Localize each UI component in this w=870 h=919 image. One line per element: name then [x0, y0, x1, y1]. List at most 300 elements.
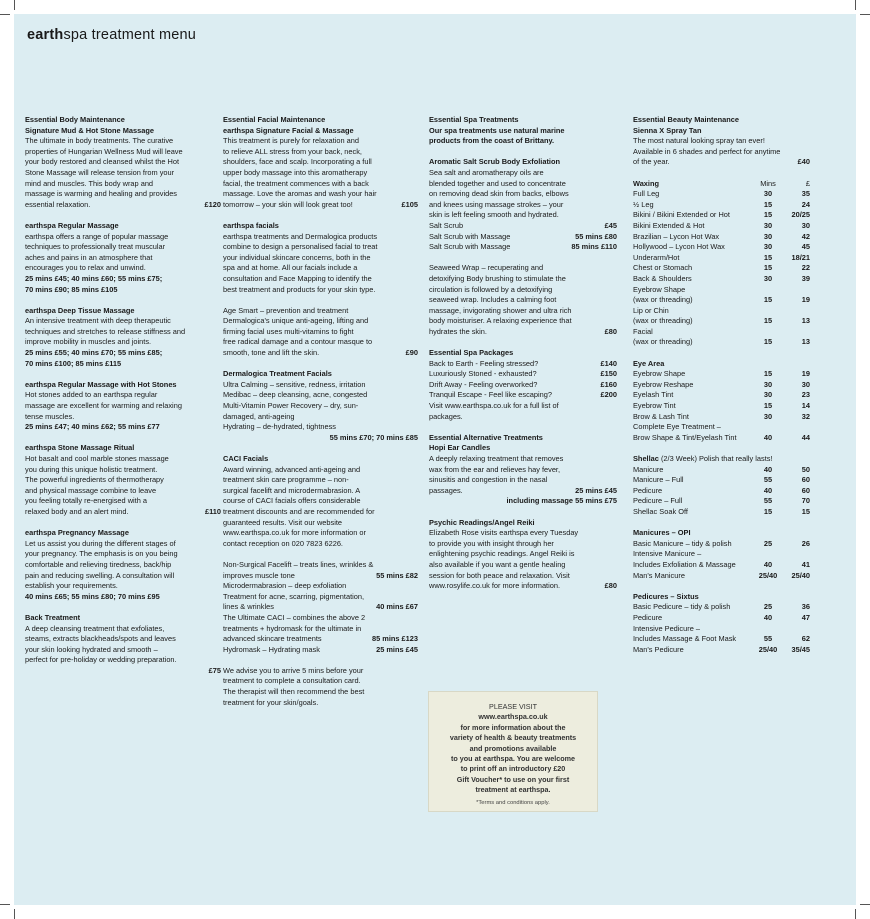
promo-line: and promotions available	[469, 743, 557, 753]
treatment-name: Underarm/Hot	[633, 252, 680, 262]
treatment-price: 13	[801, 337, 810, 347]
treatment-title: Our spa treatments use natural marine	[429, 125, 565, 135]
treatment-name: Man's Manicure	[633, 570, 685, 580]
treatment-name: (wax or threading)	[633, 337, 693, 347]
treatment-title: Sienna X Spray Tan	[633, 125, 702, 135]
description-line: damaged, anti-ageing	[223, 411, 295, 421]
description-line: treatment skin care programme – non-	[223, 475, 349, 485]
price-row	[25, 200, 221, 211]
promo-line: Gift Voucher* to use on your first	[456, 774, 570, 784]
description-line: The most natural looking spray tan ever!	[633, 136, 765, 146]
description-line: Hydrating – de-hydrated, tightness	[223, 422, 336, 432]
spacer	[633, 168, 810, 179]
price-row	[223, 200, 418, 211]
price-line: 40 mins £65; 55 mins £80; 70 mins £95	[25, 591, 160, 601]
treatment-name: Eyebrow Shape	[633, 284, 686, 294]
price-table-row	[633, 539, 810, 550]
treatment-mins: 15	[763, 369, 773, 379]
description-line: comfortable and relieving tiredness, back/hip	[25, 559, 172, 569]
treatment-price	[780, 306, 810, 317]
price-row	[223, 634, 418, 645]
description-line: massage is warming and healing and provides	[25, 189, 178, 199]
item-label: Back to Earth - Feeling stressed?	[429, 358, 539, 368]
item-label: essential relaxation.	[25, 199, 91, 209]
treatment-price: 47	[801, 612, 810, 622]
description-line: Hot stones added to an earthspa regular	[25, 390, 158, 400]
spacer	[429, 337, 617, 348]
spacer	[25, 433, 221, 444]
treatment-price: 42	[801, 231, 810, 241]
item-price: £45	[604, 220, 617, 230]
treatment-mins: 15	[763, 337, 773, 347]
description-line: aches and pains in an atmosphere that	[25, 252, 153, 262]
description-line: Available in 6 shades and perfect for anytime	[633, 146, 781, 156]
description-line: to relieve ALL stress from your back, neck,	[223, 146, 362, 156]
spacer	[25, 518, 221, 529]
description-line: perfect for pre-holiday or wedding preparation.	[25, 655, 177, 665]
spacer	[633, 443, 810, 454]
promo-line: PLEASE VISIT	[489, 702, 537, 711]
price-table-row	[633, 232, 810, 243]
item-label: www.rosylife.co.uk for more information.	[429, 581, 561, 591]
treatment-mins	[756, 306, 780, 317]
price-row	[429, 327, 617, 338]
item-label: hydrates the skin.	[429, 326, 487, 336]
item-label: Drift Away - Feeling overworked?	[429, 379, 538, 389]
price-table-row	[633, 242, 810, 253]
treatment-title: Psychic Readings/Angel Reiki	[429, 517, 535, 527]
price-table-row	[633, 422, 810, 433]
description-line: pain and reducing swelling. A consultation will	[25, 570, 175, 580]
treatment-name: Bikini / Bikini Extended or Hot	[633, 210, 730, 220]
price-table-row	[633, 316, 810, 327]
spacer	[223, 655, 418, 666]
description-line: on removing dead skin from backs, elbows	[429, 189, 569, 199]
treatment-mins: 30	[763, 411, 773, 421]
treatment-name: (wax or threading)	[633, 295, 693, 305]
treatment-name: Full Leg	[633, 189, 660, 199]
item-label: lines & wrinkles	[223, 602, 274, 612]
treatment-price: 13	[801, 316, 810, 326]
price-table-header	[633, 179, 810, 190]
price-row	[429, 390, 617, 401]
description-line: spa and at home. All our facials include a	[223, 263, 358, 273]
price-table-row	[633, 602, 810, 613]
treatment-mins: 25	[763, 538, 773, 548]
description-line: detoxifying Body brushing to stimulate the	[429, 273, 566, 283]
crop-mark	[0, 904, 10, 905]
price-table-row	[633, 285, 810, 296]
treatment-name: Eyelash Tint	[633, 390, 674, 400]
description-line: circulation is followed by a detoxifying	[429, 284, 553, 294]
item-price: 55 mins £80	[575, 231, 617, 241]
description-line: consultation and Face Mapping to identify the	[223, 273, 372, 283]
description-line: earthspa offers a range of popular massage	[25, 231, 169, 241]
treatment-price: 41	[801, 559, 810, 569]
description-line: improve mobility in muscles and joints.	[25, 337, 152, 347]
description-line: shoulders, face and scalp. Incorporating a full	[223, 157, 372, 167]
description-line: surgical facelift and microdermabrasion. A	[223, 485, 361, 495]
spacer	[429, 253, 617, 264]
description-line: Dermalogica's unique anti-ageing, lifting and	[223, 316, 369, 326]
description-line: Seaweed Wrap – recuperating and	[429, 263, 544, 273]
treatment-mins: 15	[763, 506, 773, 516]
description-line: massage, invigorating shower and ultra rich	[429, 305, 572, 315]
description-line: Let us assist you during the different stages of	[25, 538, 176, 548]
description-line: your individual skincare concerns, both in the	[223, 252, 371, 262]
price-table-row	[633, 295, 810, 306]
item-label: passages.	[429, 485, 463, 495]
mins-heading: Mins	[760, 178, 776, 188]
crop-mark	[855, 909, 856, 919]
item-label: tomorrow – your skin will look great too!	[223, 199, 353, 209]
item-price: 40 mins £67	[376, 602, 418, 612]
price-table-row	[633, 624, 810, 635]
treatment-title	[633, 454, 810, 465]
description-line: and physical massage combine to leave	[25, 485, 157, 495]
price-table-row	[633, 433, 810, 444]
item-label: Non-Surgical Facelift – treats lines, wrinkles &	[223, 559, 374, 569]
treatment-price: 70	[801, 496, 810, 506]
description-line: earthspa treatments and Dermalogica products	[223, 231, 378, 241]
treatment-mins: 15	[763, 210, 773, 220]
price-table-row	[633, 401, 810, 412]
treatment-title: earthspa Regular Massage with Hot Stones	[25, 379, 177, 389]
description-line: The powerful ingredients of thermotherapy	[25, 475, 164, 485]
spacer	[25, 369, 221, 380]
treatment-mins: 30	[763, 220, 773, 230]
price-table-row	[633, 337, 810, 348]
spacer	[633, 581, 810, 592]
item-label: Tranquil Escape - Feel like escaping?	[429, 390, 552, 400]
treatment-price: 32	[801, 411, 810, 421]
section-heading: Essential Body Maintenance	[25, 115, 125, 124]
item-label: relaxed body and an alert mind.	[25, 506, 129, 516]
description-line: your pregnancy. The emphasis is on you being	[25, 549, 178, 559]
treatment-title: Essential Spa Packages	[429, 348, 514, 358]
treatment-name: Complete Eye Treatment –	[633, 422, 721, 432]
treatment-mins	[756, 624, 780, 635]
item-label: improves muscle tone	[223, 570, 295, 580]
description-line: techniques to professionally treat muscular	[25, 242, 166, 252]
item-price: 55 mins £82	[376, 570, 418, 580]
description-line: steams, extracts blackheads/spots and leaves	[25, 634, 176, 644]
treatment-name: Includes Massage & Foot Mask	[633, 634, 737, 644]
description-line: upper body massage into this aromatherapy	[223, 167, 368, 177]
title-brand: earth	[27, 27, 64, 43]
treatment-title: Back Treatment	[25, 612, 81, 622]
spacer	[223, 359, 418, 370]
description-line: treatment discounts and are recommended for	[223, 506, 375, 516]
treatment-price: 60	[801, 475, 810, 485]
description-line: The Ultimate CACI – combines the above 2	[223, 612, 366, 622]
treatment-name: Eyebrow Tint	[633, 401, 676, 411]
price-row	[223, 560, 418, 571]
description-line: Age Smart – prevention and treatment	[223, 305, 349, 315]
description-line: establish your requirements.	[25, 581, 118, 591]
description-line: mind and muscles. This body wrap and	[25, 178, 154, 188]
title-rest: spa treatment menu	[63, 27, 197, 43]
description-line: treatment for your skin/goals.	[223, 697, 319, 707]
item-price: £80	[604, 326, 617, 336]
description-line: combine to design a personalised facial to treat	[223, 242, 378, 252]
item-label: Salt Scrub with Massage	[429, 242, 511, 252]
treatment-name: Pedicure	[633, 485, 663, 495]
price-table-row	[633, 210, 810, 221]
treatment-name: Facial	[633, 326, 653, 336]
spacer	[429, 507, 617, 518]
promo-line: to you at earthspa. You are welcome	[451, 754, 575, 764]
description-line: free radical damage and a contour masque to	[223, 337, 373, 347]
price-line: 55 mins £70; 70 mins £85	[329, 432, 418, 442]
treatment-title: Dermalogica Treatment Facials	[223, 369, 332, 379]
item-price: £105	[401, 199, 418, 209]
price-line: 25 mins £45; 40 mins £60; 55 mins £75;	[25, 273, 163, 283]
price-line: 25 mins £55; 40 mins £70; 55 mins £85;	[25, 348, 163, 358]
price-table-row	[633, 327, 810, 338]
spacer	[633, 518, 810, 529]
treatment-name: Eyebrow Shape	[633, 369, 686, 379]
section-heading: Essential Beauty Maintenance	[633, 115, 739, 124]
item-price: £80	[604, 581, 617, 591]
treatment-mins: 15	[763, 252, 773, 262]
description-line: enlightening psychic readings. Angel Reiki is	[429, 549, 575, 559]
treatment-name: Intensive Pedicure –	[633, 623, 700, 633]
treatment-title: Pedicures – Sixtus	[633, 591, 699, 601]
treatment-mins: 30	[763, 273, 773, 283]
item-price: £75	[208, 665, 221, 675]
treatment-mins: 40	[763, 485, 773, 495]
price-table-row	[633, 306, 810, 317]
treatment-price: 62	[801, 634, 810, 644]
description-line: We advise you to arrive 5 mins before your	[223, 665, 364, 675]
item-label: smooth, tone and lift the skin.	[223, 348, 320, 358]
crop-mark	[14, 909, 15, 919]
description-line: Multi-Vitamin Power Recovery – dry, sun-	[223, 401, 359, 411]
treatment-price: 19	[801, 295, 810, 305]
price-table-row	[633, 189, 810, 200]
treatment-name: (wax or threading)	[633, 316, 693, 326]
price-row	[429, 581, 617, 592]
treatment-mins: 25/40	[758, 644, 778, 654]
treatment-price: 50	[801, 464, 810, 474]
description-line: best treatment and products for your skin type.	[223, 284, 376, 294]
description-line: massage are excellent for warming and relaxing	[25, 401, 182, 411]
treatment-mins: 40	[763, 559, 773, 569]
treatment-title: products from the coast of Brittany.	[429, 136, 555, 146]
description-line: A deep cleansing treatment that exfoliates,	[25, 623, 165, 633]
treatment-price: 23	[801, 390, 810, 400]
treatment-price: 39	[801, 273, 810, 283]
price-line: 70 mins £90; 85 mins £105	[25, 284, 118, 294]
crop-mark	[860, 14, 870, 15]
crop-mark	[0, 14, 10, 15]
price-row	[429, 369, 617, 380]
description-line: The therapist will then recommend the best	[223, 687, 365, 697]
price-table-row	[633, 475, 810, 486]
terms-note: *Terms and conditions apply.	[476, 799, 550, 806]
price-table-row	[633, 465, 810, 476]
treatment-name: Man's Pedicure	[633, 644, 684, 654]
price-table-row	[633, 253, 810, 264]
treatment-price: 45	[801, 242, 810, 252]
treatment-price	[780, 285, 810, 296]
description-line: session for both peace and relaxation. Visit	[429, 570, 570, 580]
column-body-maintenance	[25, 115, 221, 676]
treatment-title: earthspa Signature Facial & Massage	[223, 125, 354, 135]
price-table-row	[633, 369, 810, 380]
treatment-price: 25/40	[791, 570, 810, 580]
price-row	[429, 242, 617, 253]
description-line: Sea salt and aromatherapy oils are	[429, 167, 544, 177]
item-price: £160	[600, 379, 617, 389]
table-heading: Waxing	[633, 178, 660, 188]
treatment-title: CACI Facials	[223, 454, 269, 463]
description-line: Stone Massage will release tension from your	[25, 167, 175, 177]
treatment-title: Aromatic Salt Scrub Body Exfoliation	[429, 157, 560, 167]
treatment-price	[780, 327, 810, 338]
description-line: Medibac – deep cleansing, acne, congested	[223, 390, 368, 400]
price-table-row	[633, 263, 810, 274]
item-price: £140	[600, 358, 617, 368]
item-label: advanced skincare treatments	[223, 634, 322, 644]
spacer	[429, 422, 617, 433]
spacer	[223, 210, 418, 221]
treatment-price	[780, 549, 810, 560]
price-table-row	[633, 412, 810, 423]
item-price: 85 mins £123	[371, 634, 418, 644]
treatment-mins: 25/40	[758, 570, 778, 580]
item-price: £120	[204, 199, 221, 209]
description-line: Treatment for acne, scarring, pigmentation,	[223, 591, 365, 601]
description-line: This treatment is purely for relaxation and	[223, 136, 359, 146]
treatment-price: 36	[801, 602, 810, 612]
promo-line: to print off an introductory £20	[460, 764, 566, 774]
treatment-price: 19	[801, 369, 810, 379]
treatment-mins: 15	[763, 316, 773, 326]
price-table-row	[633, 634, 810, 645]
treatment-mins: 40	[763, 612, 773, 622]
promo-line: www.earthspa.co.uk	[478, 712, 548, 722]
treatment-price: 44	[801, 432, 810, 442]
spacer	[223, 443, 418, 454]
website-promo-box	[428, 691, 598, 812]
price-table-row	[633, 549, 810, 560]
description-line: you during this unique holistic treatment.	[25, 464, 158, 474]
description-line: Ultra Calming – sensitive, redness, irritation	[223, 379, 366, 389]
treatment-name: Chest or Stomach	[633, 263, 693, 273]
treatment-price	[780, 422, 810, 433]
treatment-price: 15	[801, 506, 810, 516]
price-row	[223, 348, 418, 359]
spacer	[633, 348, 810, 359]
treatment-mins	[756, 285, 780, 296]
description-line: your skin looking hydrated and smooth –	[25, 644, 158, 654]
treatment-name: Hollywood – Lycon Hot Wax	[633, 242, 725, 252]
spacer	[25, 602, 221, 613]
treatment-name: Lip or Chin	[633, 305, 669, 315]
treatment-name: Shellac Soak Off	[633, 506, 688, 516]
treatment-mins: 15	[763, 263, 773, 273]
treatment-title: earthspa Regular Massage	[25, 220, 119, 230]
price-table-row	[633, 613, 810, 624]
spacer	[223, 295, 418, 306]
treatment-name: Brazilian – Lycon Hot Wax	[633, 231, 720, 241]
price-table-row	[633, 507, 810, 518]
treatment-name: Includes Exfoliation & Massage	[633, 559, 736, 569]
item-price: 25 mins £45	[376, 644, 418, 654]
price-row	[429, 221, 617, 232]
description-line: also available if you want a gentle healing	[429, 559, 566, 569]
price-table-row	[633, 496, 810, 507]
description-line: Microdermabrasion – deep exfoliation	[223, 581, 347, 591]
price-row	[223, 571, 418, 582]
section-heading: Essential Facial Maintenance	[223, 115, 326, 124]
section-heading: Essential Spa Treatments	[429, 115, 519, 124]
treatment-price: 60	[801, 485, 810, 495]
crop-mark	[855, 0, 856, 10]
description-line: massage. Love the aromas and wash your hair	[223, 189, 377, 199]
price-row	[25, 507, 221, 518]
item-label: Salt Scrub	[429, 220, 464, 230]
description-line: and knees using massage strokes – your	[429, 199, 564, 209]
description-line: encourages you to relax and unwind.	[25, 263, 146, 273]
treatment-title: earthspa Pregnancy Massage	[25, 528, 129, 538]
treatment-title: Hopi Ear Candles	[429, 443, 491, 453]
treatment-mins: 30	[763, 242, 773, 252]
price-row	[429, 486, 617, 497]
treatment-price: 35	[801, 189, 810, 199]
treatment-price: 24	[801, 199, 810, 209]
price-row	[25, 666, 221, 677]
price-row	[633, 157, 810, 168]
price-line: including massage 55 mins £75	[506, 496, 617, 506]
price-row	[429, 232, 617, 243]
description-line: blended together and used to concentrate	[429, 178, 566, 188]
treatment-name: Brow Shape & Tint/Eyelash Tint	[633, 432, 737, 442]
treatment-title: earthspa Stone Massage Ritual	[25, 443, 135, 453]
description-line: Hot basalt and cool marble stones massage	[25, 454, 169, 463]
price-table-row	[633, 571, 810, 582]
price-table-row	[633, 390, 810, 401]
item-label: Luxuriously Stoned - exhausted?	[429, 369, 537, 379]
shellac-subtitle: (2/3 Week) Polish that really lasts!	[658, 454, 773, 463]
treatment-mins: 55	[763, 475, 773, 485]
treatment-title: Eye Area	[633, 358, 665, 368]
description-line: packages.	[429, 411, 463, 421]
description-line: tense muscles.	[25, 411, 75, 421]
description-line: course of CACI facials offers considerable	[223, 496, 361, 506]
treatment-price: 30	[801, 379, 810, 389]
price-heading: £	[805, 178, 810, 188]
price-table-row	[633, 560, 810, 571]
promo-line: treatment at earthspa.	[475, 785, 551, 795]
price-line: 70 mins £100; 85 mins £115	[25, 358, 122, 368]
treatment-mins	[756, 422, 780, 433]
spacer	[223, 549, 418, 560]
item-label: Salt Scrub with Massage	[429, 231, 511, 241]
description-line: firming facial uses multi-vitamins to fight	[223, 326, 354, 336]
page-title	[27, 27, 196, 43]
treatment-mins: 55	[763, 496, 773, 506]
treatment-mins	[756, 327, 780, 338]
item-label: of the year.	[633, 157, 670, 167]
spacer	[25, 210, 221, 221]
column-spa-treatments	[429, 115, 617, 592]
treatment-name: Eyebrow Reshape	[633, 379, 694, 389]
treatment-price: 35/45	[791, 644, 810, 654]
treatment-name: Intensive Manicure –	[633, 549, 702, 559]
